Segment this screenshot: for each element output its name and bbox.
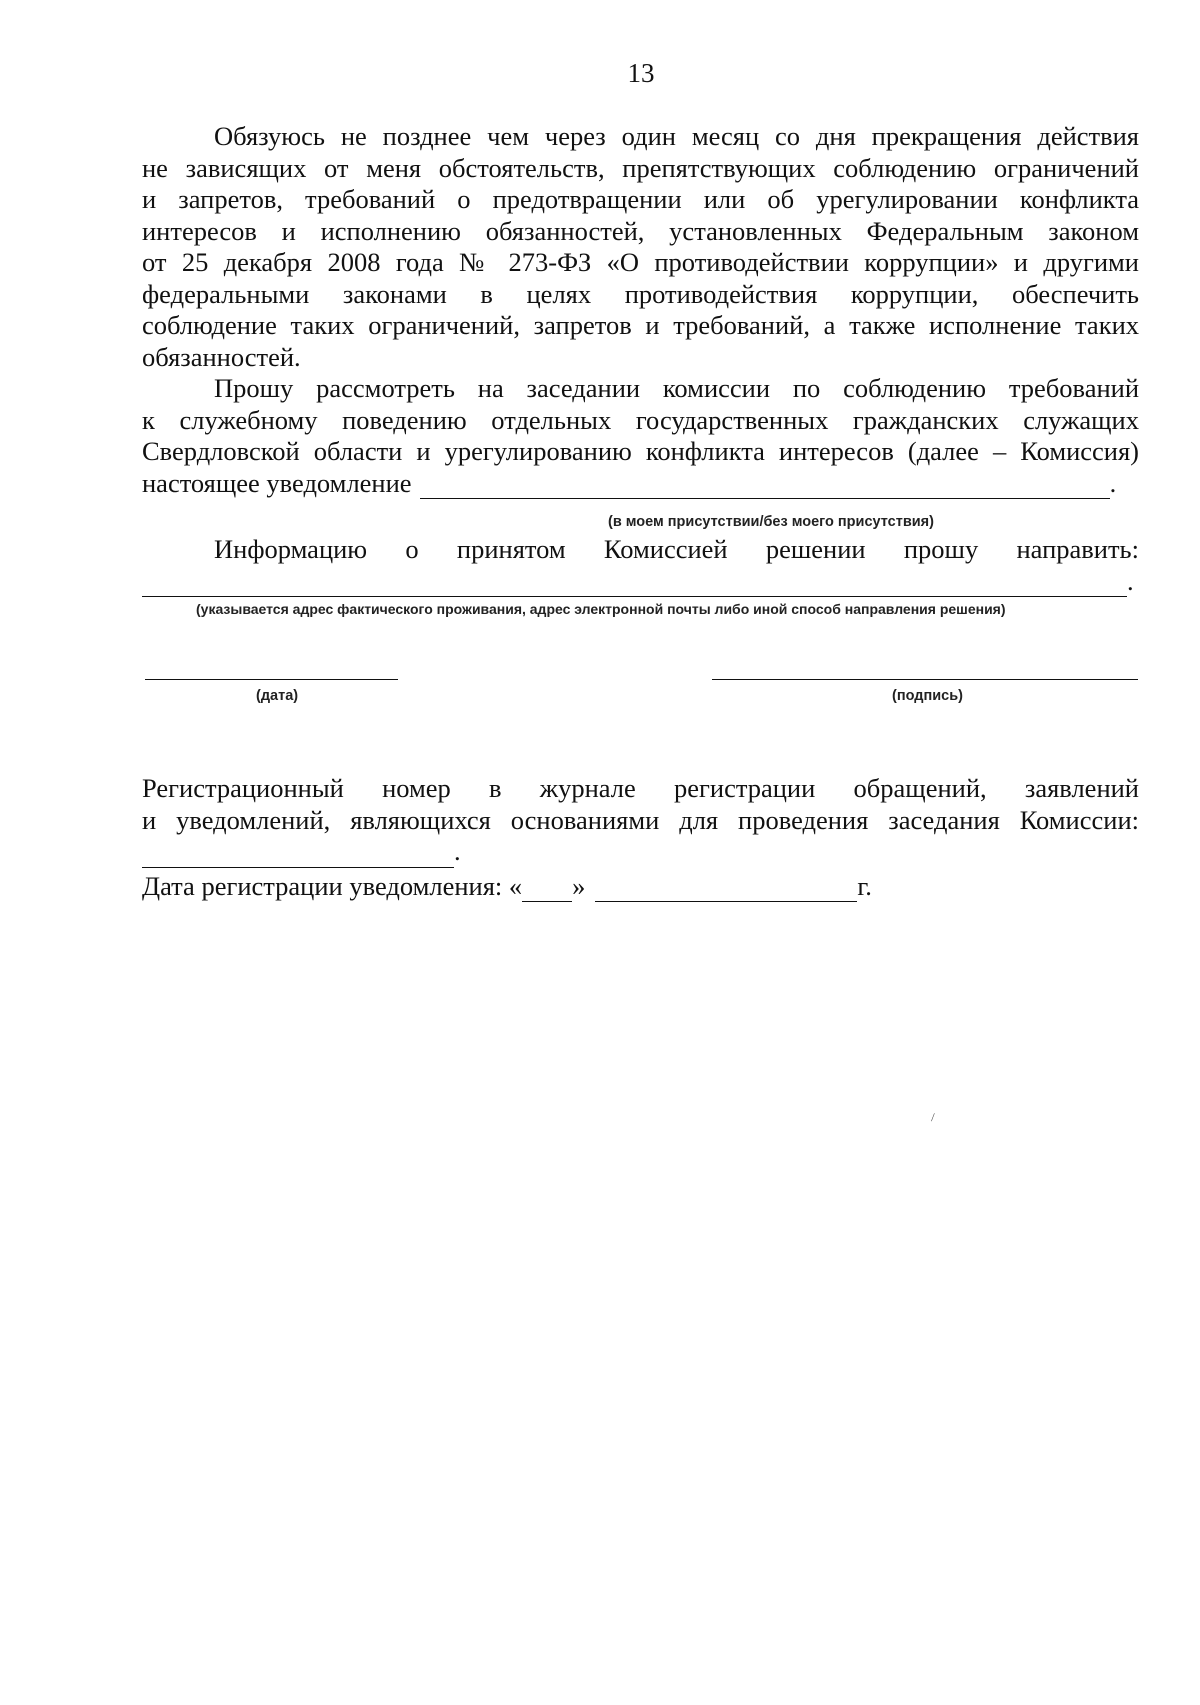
notice-hint: (в моем присутствии/без моего присутствия) [608,514,934,530]
paragraph-line: Обязуюсь не позднее чем через один месяц со дня прекращения действия [214,121,1139,151]
period: . [454,836,461,866]
registration-date-label: Дата регистрации уведомления: « [142,870,523,901]
paragraph-line: соблюдение таких ограничений, запретов и требований, а также исполнение таких [142,310,1139,340]
paragraph-line: интересов и исполнению обязанностей, установленных Федеральным законом [142,215,1139,246]
registration-number-field[interactable] [142,843,454,868]
request-paragraph [142,373,1139,499]
signature-field[interactable] [712,679,1138,680]
notice-label: настоящее уведомление [142,467,412,498]
paragraph-line: обязанностей. [142,341,301,372]
address-row [142,566,1139,598]
paragraph-line: Свердловской области и урегулированию конфликта интересов (далее – Комиссия) [142,436,1139,466]
registration-day-field[interactable] [522,877,572,902]
paragraph-line: Регистрационный номер в журнале регистрации обращений, заявлений [142,773,1139,803]
period: . [1109,467,1117,498]
info-line: Информацию о принятом Комиссией решении прошу направить: [214,534,1139,564]
address-field[interactable] [142,572,1127,597]
period: . [1127,565,1134,596]
date-field[interactable] [145,679,398,680]
paragraph-line: и запретов, требований о предотвращении или об урегулировании конфликта [142,184,1139,214]
page-number: 13 [627,58,655,88]
date-hint: (дата) [256,688,299,704]
paragraph-line: не зависящих от меня обстоятельств, препятствующих соблюдению ограничений [142,152,1139,183]
paragraph-line: и уведомлений, являющихся основаниями для проведения заседания Комиссии: [142,804,1139,835]
scan-mark: \ [927,1110,939,1124]
registration-date-row [142,871,1139,903]
registration-number-row [142,836,1139,868]
paragraph-line: от 25 декабря 2008 года № 273-ФЗ «О противодействии коррупции» и другими [142,247,1139,277]
signature-hint: (подпись) [892,688,963,704]
notice-row [142,468,1139,500]
paragraph-line: к служебному поведению отдельных государственных гражданских служащих [142,404,1139,435]
paragraph-line: федеральными законами в целях противодействия коррупции, обеспечить [142,278,1139,309]
paragraph-line: Прошу рассмотреть на заседании комиссии по соблюдению требований [214,373,1139,403]
address-hint: (указывается адрес фактического проживания, адрес электронной почты либо иной способ направления решения) [196,601,1006,617]
quote-close: » [572,870,586,901]
registration-paragraph [142,773,1139,902]
year-suffix: г. [857,870,872,901]
info-paragraph [142,534,1139,597]
registration-month-field[interactable] [595,877,857,902]
notice-presence-field[interactable] [420,474,1110,499]
commitment-paragraph [142,121,1139,373]
